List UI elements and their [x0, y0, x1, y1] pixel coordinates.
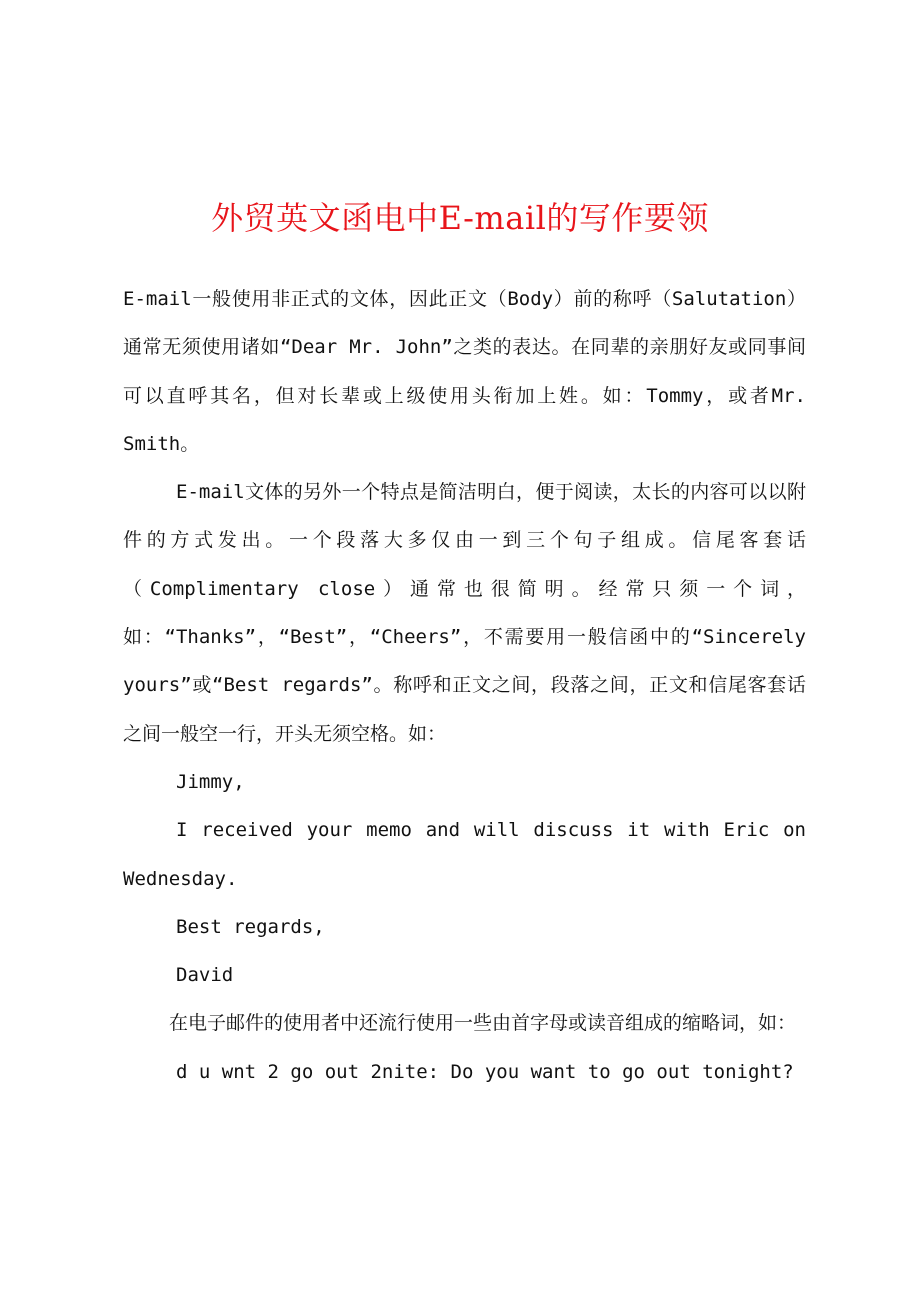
paragraph-conciseness: E-mail文体的另外一个特点是简洁明白，便于阅读，太长的内容可以以附件的方式发出。一个段落大多仅由一到三个句子组成。信尾客套话（Complimentary close）通常也很简明。经常只须一个词，如：“Thanks”，“Best”，“Cheers”，不需要用一般信函中的“Sincerely yours”或“Best regards”。称呼和正文之间，段落之间，正文和信尾客套话之间一般空一行，开头无须空格。如： — [123, 481, 806, 745]
paragraph-salutation-style: E-mail一般使用非正式的文体，因此正文（Body）前的称呼（Salutation）通常无须使用诸如“Dear Mr. John”之类的表达。在同辈的亲朋好友或同事间可以直呼其名，但对长辈或上级使用头衔加上姓。如：Tommy，或者Mr. Smith。 — [123, 288, 806, 455]
example-abbreviation: d u wnt 2 go out 2nite: Do you want to go out tonight? — [176, 1060, 794, 1083]
example-salutation: Jimmy, — [176, 770, 245, 793]
document-title: 外贸英文函电中E-mail的写作要领 — [211, 199, 709, 237]
paragraph-abbreviations: 在电子邮件的使用者中还流行使用一些由首字母或读音组成的缩略词，如： — [169, 1012, 797, 1035]
example-signature: David — [176, 964, 234, 987]
document-body — [123, 275, 806, 1096]
example-closing: Best regards, — [176, 915, 325, 938]
example-body: I received your memo and will discuss it with Eric on Wednesday. — [123, 819, 806, 890]
